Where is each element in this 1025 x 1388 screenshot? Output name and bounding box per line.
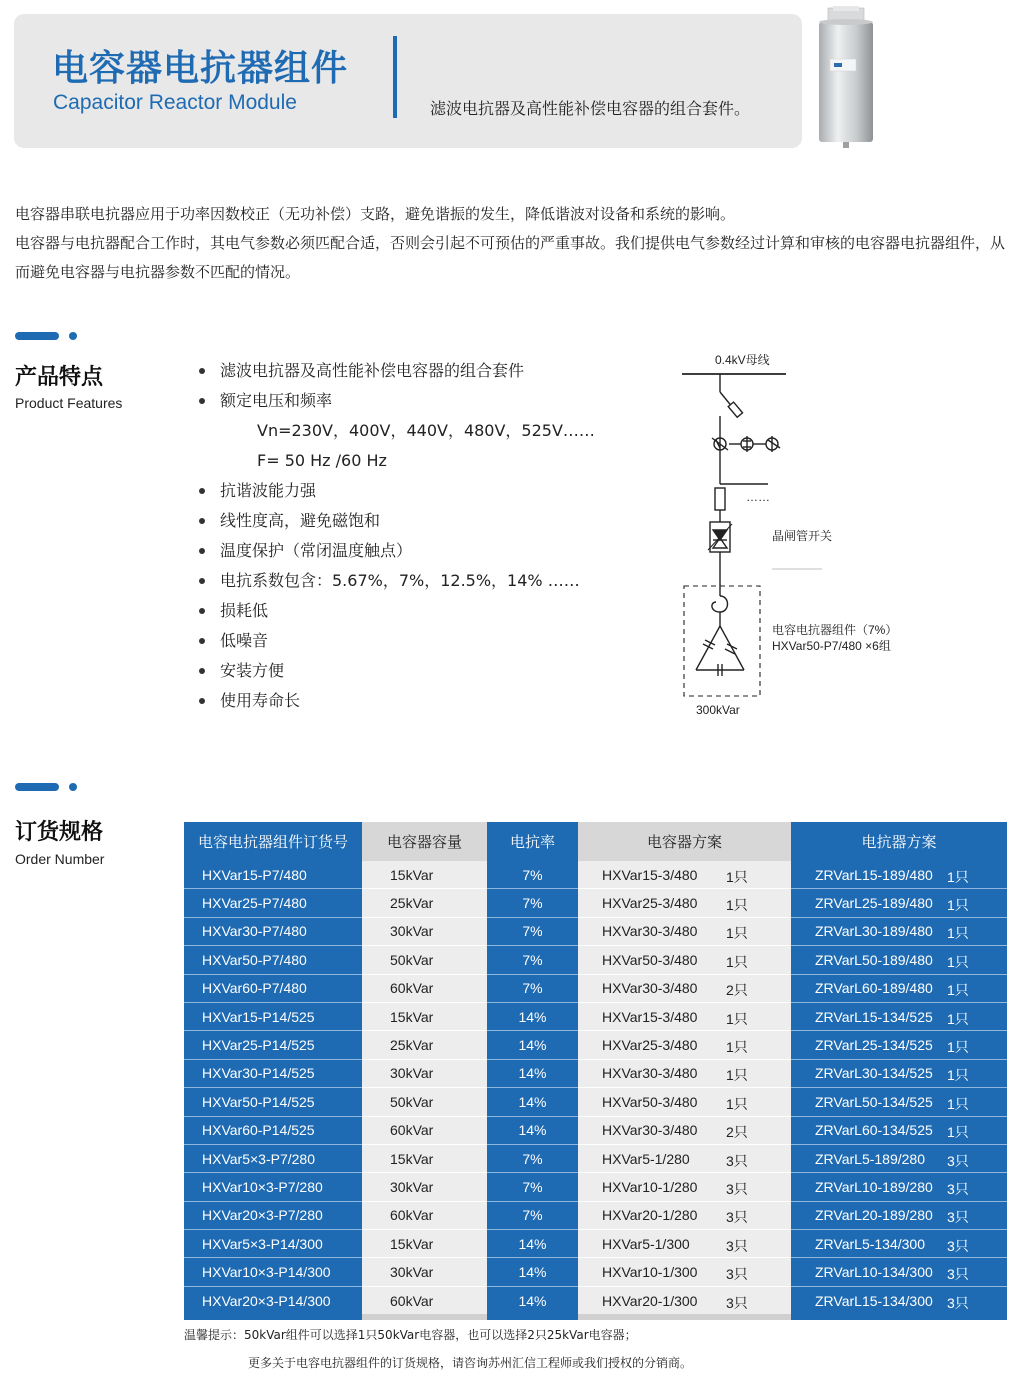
capacitor-scheme-qty: 1只: [726, 1010, 748, 1027]
cell-reactor-scheme: [791, 974, 1007, 1002]
intro-paragraph-2: 电容器与电抗器配合工作时，其电气参数必须匹配合适，否则会引起不可预估的严重事故。我们提供电气参数经过计算和审核的电容器电抗器组件，从而避免电容器与电抗器参数不匹配的情况。: [15, 234, 1006, 281]
reactor-scheme-qty: 1只: [947, 925, 969, 942]
cell-capacity: 50kVar: [362, 946, 487, 974]
cell-capacity: 30kVar: [362, 1258, 487, 1286]
capacitor-scheme-model: HXVar5-1/300: [602, 1235, 690, 1252]
reactor-scheme-qty: 3只: [947, 1209, 969, 1226]
feature-item: 温度保护（常闭温度触点）: [196, 536, 636, 566]
table-row: [184, 1002, 1007, 1030]
feature-item: 抗谐波能力强: [196, 476, 636, 506]
capacitor-scheme-model: HXVar25-3/480: [602, 1037, 698, 1054]
capacitor-scheme-model: HXVar30-3/480: [602, 923, 698, 940]
order-table-header: [184, 822, 1007, 861]
cell-reactor-scheme: [791, 1144, 1007, 1172]
cell-capacitor-scheme: [578, 1144, 791, 1172]
bus-label: 0.4kV母线: [715, 353, 770, 367]
cell-capacitor-scheme: [578, 889, 791, 917]
cell-capacitor-scheme: [578, 1088, 791, 1116]
features-subtitle: Product Features: [15, 395, 123, 411]
cell-reactor-scheme: [791, 861, 1007, 889]
capacitor-scheme-model: HXVar10-1/280: [602, 1178, 698, 1195]
reactor-scheme-qty: 3只: [947, 1180, 969, 1197]
cell-reactor-scheme: [791, 1286, 1007, 1317]
reactor-scheme-qty: 1只: [947, 953, 969, 970]
header-capacitor-scheme: 电容器方案: [578, 822, 791, 861]
reactor-scheme-model: ZRVarL5-134/300: [815, 1235, 925, 1252]
reactor-scheme-model: ZRVarL25-134/525: [815, 1037, 933, 1054]
thyristor-label: 晶闸管开关: [772, 529, 833, 543]
table-row: [184, 1088, 1007, 1116]
capacitor-product-image: [816, 4, 876, 150]
capacity-label: 300kVar: [696, 703, 740, 717]
cell-ratio: 7%: [487, 917, 578, 945]
cell-ratio: 7%: [487, 1144, 578, 1172]
cell-capacity: 15kVar: [362, 861, 487, 889]
table-row: [184, 946, 1007, 974]
capacitor-scheme-model: HXVar15-3/480: [602, 866, 698, 883]
reactor-scheme-model: ZRVarL25-189/480: [815, 895, 933, 912]
cell-reactor-scheme: [791, 1116, 1007, 1144]
cell-model: HXVar30-P14/525: [184, 1059, 362, 1087]
cell-capacity: 60kVar: [362, 974, 487, 1002]
feature-item: 额定电压和频率: [196, 386, 636, 416]
capacitor-scheme-model: HXVar15-3/480: [602, 1008, 698, 1025]
cell-model: HXVar5×3-P7/280: [184, 1144, 362, 1172]
capacitor-scheme-qty: 3只: [726, 1237, 748, 1254]
reactor-scheme-model: ZRVarL15-134/525: [815, 1008, 933, 1025]
cell-capacity: 50kVar: [362, 1088, 487, 1116]
reactor-scheme-model: ZRVarL60-134/525: [815, 1122, 933, 1139]
section-marker-features: [15, 332, 77, 340]
reactor-scheme-model: ZRVarL20-189/280: [815, 1207, 933, 1224]
cell-capacitor-scheme: [578, 1031, 791, 1059]
cell-ratio: 14%: [487, 1002, 578, 1030]
order-subtitle: Order Number: [15, 851, 105, 867]
feature-item: 低噪音: [196, 626, 636, 656]
capacitor-scheme-qty: 1只: [726, 868, 748, 885]
reactor-scheme-model: ZRVarL50-134/525: [815, 1093, 933, 1110]
reactor-scheme-model: ZRVarL30-189/480: [815, 923, 933, 940]
header-ratio: 电抗率: [487, 822, 578, 861]
table-row: [184, 1031, 1007, 1059]
cell-model: HXVar60-P14/525: [184, 1116, 362, 1144]
reactor-scheme-qty: 3只: [947, 1294, 969, 1311]
reactor-scheme-model: ZRVarL15-189/480: [815, 866, 933, 883]
reactor-scheme-model: ZRVarL5-189/280: [815, 1150, 925, 1167]
table-row: [184, 1144, 1007, 1172]
cell-capacitor-scheme: [578, 1173, 791, 1201]
capacitor-scheme-model: HXVar50-3/480: [602, 951, 698, 968]
capacitor-scheme-model: HXVar30-3/480: [602, 1065, 698, 1082]
capacitor-scheme-qty: 1只: [726, 1067, 748, 1084]
order-tip: 温馨提示：50kVar组件可以选择1只50kVar电容器，也可以选择2只25kVar电容器；: [184, 1328, 637, 1342]
capacitor-scheme-model: HXVar20-1/280: [602, 1207, 698, 1224]
capacitor-scheme-model: HXVar20-1/300: [602, 1292, 698, 1309]
cell-model: HXVar15-P7/480: [184, 861, 362, 889]
page-subtitle: Capacitor Reactor Module: [53, 91, 297, 114]
order-table-body: [184, 861, 1007, 1317]
table-row: [184, 1258, 1007, 1286]
cell-capacitor-scheme: [578, 861, 791, 889]
feature-item: 线性度高，避免磁饱和: [196, 506, 636, 536]
cell-capacity: 60kVar: [362, 1116, 487, 1144]
cell-capacitor-scheme: [578, 974, 791, 1002]
table-row: [184, 1201, 1007, 1229]
cell-reactor-scheme: [791, 1230, 1007, 1258]
cell-ratio: 14%: [487, 1286, 578, 1317]
cell-ratio: 14%: [487, 1031, 578, 1059]
cell-capacity: 25kVar: [362, 889, 487, 917]
feature-item: 使用寿命长: [196, 686, 636, 716]
capacitor-bank-icon: [696, 626, 744, 676]
cell-reactor-scheme: [791, 1031, 1007, 1059]
cell-capacitor-scheme: [578, 946, 791, 974]
reactor-scheme-model: ZRVarL15-134/300: [815, 1292, 933, 1309]
reactor-scheme-qty: 1只: [947, 1095, 969, 1112]
cell-reactor-scheme: [791, 1258, 1007, 1286]
capacitor-scheme-qty: 2只: [726, 982, 748, 999]
cell-ratio: 14%: [487, 1088, 578, 1116]
feature-item: 安装方便: [196, 656, 636, 686]
header-model: 电容电抗器组件订货号: [184, 822, 362, 861]
order-title: 订货规格: [15, 820, 104, 845]
cell-capacitor-scheme: [578, 1286, 791, 1317]
reactor-scheme-qty: 1只: [947, 982, 969, 999]
reactor-scheme-qty: 3只: [947, 1237, 969, 1254]
reactor-scheme-qty: 3只: [947, 1266, 969, 1283]
capacitor-scheme-qty: 1只: [726, 953, 748, 970]
cell-capacity: 15kVar: [362, 1230, 487, 1258]
cell-model: HXVar25-P14/525: [184, 1031, 362, 1059]
reactor-icon: [712, 596, 728, 612]
features-list: [196, 356, 636, 716]
cell-capacity: 30kVar: [362, 1059, 487, 1087]
header-tagline: 滤波电抗器及高性能补偿电容器的组合套件。: [430, 99, 751, 118]
capacitor-scheme-qty: 2只: [726, 1124, 748, 1141]
capacitor-scheme-model: HXVar5-1/280: [602, 1150, 690, 1167]
cell-model: HXVar50-P7/480: [184, 946, 362, 974]
feature-item: 滤波电抗器及高性能补偿电容器的组合套件: [196, 356, 636, 386]
cell-ratio: 7%: [487, 1201, 578, 1229]
cell-reactor-scheme: [791, 946, 1007, 974]
cell-capacity: 15kVar: [362, 1002, 487, 1030]
reactor-scheme-qty: 1只: [947, 1039, 969, 1056]
header-divider: [393, 36, 397, 118]
cell-capacitor-scheme: [578, 1059, 791, 1087]
cell-ratio: 14%: [487, 1230, 578, 1258]
intro-text: [15, 200, 1005, 287]
reactor-scheme-model: ZRVarL30-134/525: [815, 1065, 933, 1082]
table-row: [184, 1173, 1007, 1201]
intro-paragraph-1: 电容器串联电抗器应用于功率因数校正（无功补偿）支路，避免谐振的发生，降低谐波对设备和系统的影响。: [15, 205, 736, 223]
cell-capacity: 60kVar: [362, 1286, 487, 1317]
capacitor-scheme-qty: 3只: [726, 1266, 748, 1283]
header-reactor-scheme: 电抗器方案: [791, 822, 1007, 861]
table-row: [184, 917, 1007, 945]
capacitor-scheme-model: HXVar25-3/480: [602, 895, 698, 912]
cell-model: HXVar10×3-P7/280: [184, 1173, 362, 1201]
reactor-scheme-model: ZRVarL10-189/280: [815, 1178, 933, 1195]
cell-reactor-scheme: [791, 1173, 1007, 1201]
cell-capacity: 30kVar: [362, 917, 487, 945]
capacitor-scheme-qty: 1只: [726, 925, 748, 942]
reactor-scheme-qty: 1只: [947, 868, 969, 885]
reactor-scheme-qty: 1只: [947, 897, 969, 914]
cell-capacitor-scheme: [578, 1116, 791, 1144]
section-marker-order: [15, 783, 77, 791]
cell-capacity: 25kVar: [362, 1031, 487, 1059]
capacitor-scheme-qty: 1只: [726, 897, 748, 914]
table-row: [184, 974, 1007, 1002]
page-title: 电容器电抗器组件: [52, 48, 349, 89]
cell-ratio: 7%: [487, 974, 578, 1002]
capacitor-scheme-model: HXVar30-3/480: [602, 1122, 698, 1139]
cell-reactor-scheme: [791, 1002, 1007, 1030]
cell-model: HXVar25-P7/480: [184, 889, 362, 917]
module-model: HXVar50-P7/480 ×6组: [772, 639, 891, 653]
cell-capacitor-scheme: [578, 1230, 791, 1258]
table-row: [184, 889, 1007, 917]
reactor-scheme-model: ZRVarL60-189/480: [815, 980, 933, 997]
capacitor-scheme-model: HXVar30-3/480: [602, 980, 698, 997]
feature-subitem: F= 50 Hz /60 Hz: [257, 451, 387, 470]
cell-ratio: 7%: [487, 1173, 578, 1201]
capacitor-scheme-model: HXVar10-1/300: [602, 1264, 698, 1281]
reactor-scheme-qty: 3只: [947, 1152, 969, 1169]
cell-model: HXVar10×3-P14/300: [184, 1258, 362, 1286]
capacitor-scheme-qty: 3只: [726, 1180, 748, 1197]
cell-model: HXVar5×3-P14/300: [184, 1230, 362, 1258]
cell-model: HXVar60-P7/480: [184, 974, 362, 1002]
cell-capacity: 15kVar: [362, 1144, 487, 1172]
table-row: [184, 1059, 1007, 1087]
features-title: 产品特点: [15, 365, 104, 390]
cell-ratio: 14%: [487, 1059, 578, 1087]
circuit-diagram: [672, 344, 932, 724]
reactor-scheme-model: ZRVarL10-134/300: [815, 1264, 933, 1281]
module-label: 电容电抗器组件（7%）: [772, 623, 898, 637]
cell-model: HXVar50-P14/525: [184, 1088, 362, 1116]
capacitor-scheme-qty: 1只: [726, 1039, 748, 1056]
cell-model: HXVar20×3-P14/300: [184, 1286, 362, 1317]
current-transformer-icon: [712, 436, 780, 452]
cell-model: HXVar15-P14/525: [184, 1002, 362, 1030]
capacitor-scheme-qty: 3只: [726, 1152, 748, 1169]
cell-ratio: 14%: [487, 1258, 578, 1286]
diagram-dots: ……: [746, 490, 770, 504]
cell-ratio: 7%: [487, 861, 578, 889]
cell-reactor-scheme: [791, 889, 1007, 917]
cell-reactor-scheme: [791, 1201, 1007, 1229]
cell-model: HXVar30-P7/480: [184, 917, 362, 945]
cell-reactor-scheme: [791, 917, 1007, 945]
cell-capacitor-scheme: [578, 1002, 791, 1030]
fuse-icon: [715, 488, 725, 510]
table-row: [184, 1230, 1007, 1258]
table-row: [184, 861, 1007, 889]
reactor-scheme-qty: 1只: [947, 1010, 969, 1027]
table-row: [184, 1286, 1007, 1317]
cell-reactor-scheme: [791, 1088, 1007, 1116]
reactor-scheme-qty: 1只: [947, 1067, 969, 1084]
module-frame: [684, 586, 760, 696]
header-capacity: 电容器容量: [362, 822, 487, 861]
cell-ratio: 7%: [487, 946, 578, 974]
thyristor-icon: [708, 522, 732, 552]
feature-item: 损耗低: [196, 596, 636, 626]
cell-ratio: 7%: [487, 889, 578, 917]
capacitor-scheme-model: HXVar50-3/480: [602, 1093, 698, 1110]
reactor-scheme-qty: 1只: [947, 1124, 969, 1141]
capacitor-scheme-qty: 3只: [726, 1209, 748, 1226]
cell-model: HXVar20×3-P7/280: [184, 1201, 362, 1229]
cell-capacitor-scheme: [578, 1201, 791, 1229]
feature-item: 电抗系数包含：5.67%，7%，12.5%，14% ……: [196, 566, 636, 596]
cell-capacity: 60kVar: [362, 1201, 487, 1229]
cell-capacitor-scheme: [578, 1258, 791, 1286]
order-contact-note: 更多关于电容电抗器组件的订货规格，请咨询苏州汇信工程师或我们授权的分销商。: [248, 1356, 693, 1370]
cell-capacity: 30kVar: [362, 1173, 487, 1201]
feature-subitem: Vn=230V，400V，440V，480V，525V……: [257, 421, 595, 440]
cell-reactor-scheme: [791, 1059, 1007, 1087]
table-row: [184, 1116, 1007, 1144]
capacitor-scheme-qty: 3只: [726, 1294, 748, 1311]
cell-capacitor-scheme: [578, 917, 791, 945]
order-table: [184, 822, 1007, 1320]
cell-ratio: 14%: [487, 1116, 578, 1144]
reactor-scheme-model: ZRVarL50-189/480: [815, 951, 933, 968]
capacitor-scheme-qty: 1只: [726, 1095, 748, 1112]
